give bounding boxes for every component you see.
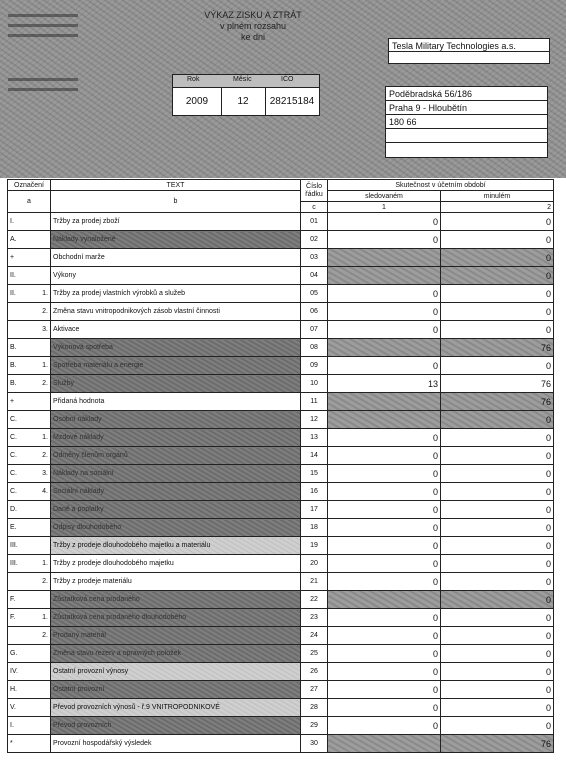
row-code <box>8 717 51 735</box>
value-current <box>328 735 441 753</box>
row-number: 27 <box>301 681 328 699</box>
value-previous: 0 <box>441 699 554 717</box>
row-code <box>8 267 51 285</box>
address-line: 180 66 <box>386 115 547 129</box>
row-code-sub: 1. <box>42 614 48 621</box>
value-current: 0 <box>328 555 441 573</box>
value-current: 0 <box>328 717 441 735</box>
row-text: Tržby za prodej zboží <box>51 213 301 231</box>
value-current <box>328 591 441 609</box>
table-row <box>8 735 554 753</box>
col-header-a: a <box>8 191 51 213</box>
title-line: v plném rozsahu <box>219 21 287 31</box>
value-previous: 0 <box>441 681 554 699</box>
value-previous: 0 <box>441 213 554 231</box>
address-line <box>386 129 547 143</box>
row-text: Tržby z prodeje dlouhodobého majetku a materiálu <box>51 537 301 555</box>
year-value: 2009 <box>173 88 222 115</box>
value-previous: 0 <box>441 627 554 645</box>
row-code <box>8 573 51 591</box>
table-row <box>8 285 554 303</box>
table-row <box>8 699 554 717</box>
report-title <box>178 10 328 43</box>
col-header-1: 1 <box>328 202 441 213</box>
row-code <box>8 393 51 411</box>
table-row <box>8 609 554 627</box>
row-code <box>8 357 51 375</box>
value-current: 0 <box>328 573 441 591</box>
row-code <box>8 699 51 717</box>
row-number: 14 <box>301 447 328 465</box>
row-code-main: B. <box>10 362 17 369</box>
id-label: Měsíc <box>233 76 252 83</box>
ico-value: 28215184 <box>269 96 315 107</box>
value-current: 0 <box>328 483 441 501</box>
value-current: 0 <box>328 609 441 627</box>
row-code <box>8 249 51 267</box>
row-number: 09 <box>301 357 328 375</box>
row-number: 28 <box>301 699 328 717</box>
value-previous: 0 <box>441 357 554 375</box>
row-code <box>8 429 51 447</box>
row-code <box>8 537 51 555</box>
row-text: Tržby z prodeje materiálu <box>51 573 301 591</box>
row-code-main: I. <box>10 218 14 225</box>
row-number: 24 <box>301 627 328 645</box>
value-previous: 0 <box>441 573 554 591</box>
row-code-sub: 1. <box>42 362 48 369</box>
row-number: 29 <box>301 717 328 735</box>
row-text: Výkonová spotřeba <box>51 339 301 357</box>
id-label: Rok <box>187 76 200 83</box>
col-header-c: c <box>301 202 328 213</box>
value-previous: 0 <box>441 645 554 663</box>
faded-text <box>8 78 78 81</box>
row-code <box>8 213 51 231</box>
value-previous: 76 <box>441 393 554 411</box>
table-row <box>8 537 554 555</box>
row-code-main: C. <box>10 434 17 441</box>
faded-text <box>8 24 78 27</box>
row-code-sub: 1. <box>42 434 48 441</box>
row-code-main: C. <box>10 416 17 423</box>
value-previous: 0 <box>441 321 554 339</box>
table-row <box>8 501 554 519</box>
row-code <box>8 339 51 357</box>
row-number: 19 <box>301 537 328 555</box>
row-code-main: H. <box>10 686 17 693</box>
value-current <box>328 339 441 357</box>
value-current: 0 <box>328 231 441 249</box>
row-code-sub: 1. <box>42 290 48 297</box>
row-code <box>8 609 51 627</box>
value-current: 0 <box>328 213 441 231</box>
value-current: 0 <box>328 663 441 681</box>
row-code-main: C. <box>10 488 17 495</box>
col-header-cislo: Číslo řádku <box>301 180 328 202</box>
row-text: Náklady na sociální <box>51 465 301 483</box>
row-number: 18 <box>301 519 328 537</box>
value-previous: 0 <box>441 285 554 303</box>
value-previous: 0 <box>441 717 554 735</box>
value-previous: 0 <box>441 555 554 573</box>
row-code-sub: 2. <box>42 452 48 459</box>
row-code-main: II. <box>10 272 16 279</box>
row-number: 10 <box>301 375 328 393</box>
value-previous: 76 <box>441 735 554 753</box>
report-header <box>0 0 566 178</box>
divider <box>389 51 549 52</box>
table-row <box>8 519 554 537</box>
row-code-sub: 2. <box>42 380 48 387</box>
value-previous: 0 <box>441 609 554 627</box>
row-code-main: III. <box>10 560 18 567</box>
value-current: 0 <box>328 645 441 663</box>
row-text: Odpisy dlouhodobého <box>51 519 301 537</box>
row-code-main: B. <box>10 380 17 387</box>
address-box <box>385 86 548 158</box>
value-previous: 76 <box>441 339 554 357</box>
table-row <box>8 339 554 357</box>
value-current <box>328 393 441 411</box>
row-text: Převod provozních <box>51 717 301 735</box>
value-previous: 76 <box>441 375 554 393</box>
row-code <box>8 501 51 519</box>
value-current: 0 <box>328 303 441 321</box>
row-text: Náklady vynaložené <box>51 231 301 249</box>
value-current: 0 <box>328 537 441 555</box>
row-number: 12 <box>301 411 328 429</box>
value-current: 0 <box>328 501 441 519</box>
row-number: 25 <box>301 645 328 663</box>
table-row <box>8 717 554 735</box>
col-header-2: 2 <box>441 202 554 213</box>
table-row <box>8 213 554 231</box>
table-row <box>8 231 554 249</box>
table-row <box>8 555 554 573</box>
value-current: 0 <box>328 357 441 375</box>
row-text: Provozní hospodářský výsledek <box>51 735 301 753</box>
row-text: Daně a poplatky <box>51 501 301 519</box>
row-number: 30 <box>301 735 328 753</box>
row-number: 26 <box>301 663 328 681</box>
value-current: 0 <box>328 519 441 537</box>
row-code-main: II. <box>10 290 16 297</box>
row-number: 01 <box>301 213 328 231</box>
col-header-b: b <box>51 191 301 213</box>
row-number: 06 <box>301 303 328 321</box>
row-code <box>8 627 51 645</box>
row-number: 07 <box>301 321 328 339</box>
row-code <box>8 231 51 249</box>
id-label: IČO <box>281 76 294 83</box>
address-line: Poděbradská 56/186 <box>386 87 547 101</box>
row-code-main: * <box>10 740 13 747</box>
address-line: Praha 9 - Hloubětín <box>386 101 547 115</box>
row-code-sub: 2. <box>42 308 48 315</box>
row-code <box>8 555 51 573</box>
row-code-main: I. <box>10 722 14 729</box>
table-row <box>8 447 554 465</box>
value-previous: 0 <box>441 303 554 321</box>
row-text: Spotřeba materiálu a energie <box>51 357 301 375</box>
row-code-main: A. <box>10 236 17 243</box>
row-number: 08 <box>301 339 328 357</box>
row-number: 17 <box>301 501 328 519</box>
table-row <box>8 645 554 663</box>
row-text: Přidaná hodnota <box>51 393 301 411</box>
row-code <box>8 447 51 465</box>
income-statement-table <box>7 179 554 753</box>
row-code-main: D. <box>10 506 17 513</box>
row-number: 02 <box>301 231 328 249</box>
row-text: Prodaný materiál <box>51 627 301 645</box>
row-code-main: E. <box>10 524 17 531</box>
table-row <box>8 681 554 699</box>
value-current: 0 <box>328 429 441 447</box>
value-current: 0 <box>328 321 441 339</box>
row-code-main: C. <box>10 452 17 459</box>
row-number: 05 <box>301 285 328 303</box>
value-current: 13 <box>328 375 441 393</box>
row-code-main: C. <box>10 470 17 477</box>
col-header-skutecnost: Skutečnost v účetním období <box>328 180 554 191</box>
row-text: Aktivace <box>51 321 301 339</box>
row-code <box>8 663 51 681</box>
row-number: 21 <box>301 573 328 591</box>
row-text: Služby <box>51 375 301 393</box>
row-code-sub: 3. <box>42 470 48 477</box>
value-previous: 0 <box>441 429 554 447</box>
row-text: Ostatní provozní <box>51 681 301 699</box>
table-row <box>8 321 554 339</box>
value-current: 0 <box>328 627 441 645</box>
value-previous: 0 <box>441 249 554 267</box>
table-row <box>8 393 554 411</box>
row-code-main: V. <box>10 704 16 711</box>
row-code <box>8 303 51 321</box>
value-previous: 0 <box>441 519 554 537</box>
id-header <box>173 75 319 88</box>
row-code-sub: 3. <box>42 326 48 333</box>
row-code <box>8 735 51 753</box>
table-row <box>8 303 554 321</box>
title-line: ke dni <box>240 32 266 42</box>
row-number: 22 <box>301 591 328 609</box>
faded-text <box>8 34 78 37</box>
company-name: Tesla Military Technologies a.s. <box>392 41 516 51</box>
row-code-main: F. <box>10 614 16 621</box>
row-number: 03 <box>301 249 328 267</box>
row-text: Výkony <box>51 267 301 285</box>
value-previous: 0 <box>441 447 554 465</box>
row-code <box>8 375 51 393</box>
row-code-sub: 4. <box>42 488 48 495</box>
row-text: Odměny členům orgánů <box>51 447 301 465</box>
table-row <box>8 357 554 375</box>
row-code <box>8 285 51 303</box>
table-row <box>8 411 554 429</box>
value-current <box>328 411 441 429</box>
row-code-sub: 1. <box>42 560 48 567</box>
row-text: Ostatní provozní výnosy <box>51 663 301 681</box>
value-previous: 0 <box>441 483 554 501</box>
col-header-minulem: minulém <box>441 191 554 202</box>
value-current <box>328 249 441 267</box>
row-number: 11 <box>301 393 328 411</box>
faded-text <box>8 88 78 91</box>
row-text: Zůstatková cena prodaného <box>51 591 301 609</box>
row-text: Obchodní marže <box>51 249 301 267</box>
title-line: VÝKAZ ZISKU A ZTRÁT <box>204 10 302 20</box>
row-code-main: III. <box>10 542 18 549</box>
id-box <box>172 74 320 116</box>
row-text: Změna stavu rezerv a opravných položek <box>51 645 301 663</box>
row-code <box>8 483 51 501</box>
row-code-sub: 2. <box>42 632 48 639</box>
value-previous: 0 <box>441 501 554 519</box>
row-code <box>8 645 51 663</box>
row-code <box>8 519 51 537</box>
col-header-text: TEXT <box>51 180 301 191</box>
row-code-main: + <box>10 398 15 405</box>
table-row <box>8 249 554 267</box>
table-row <box>8 573 554 591</box>
row-number: 04 <box>301 267 328 285</box>
table-row <box>8 429 554 447</box>
value-current: 0 <box>328 447 441 465</box>
row-text: Zůstatková cena prodaného dlouhodobého <box>51 609 301 627</box>
value-previous: 0 <box>441 411 554 429</box>
row-code <box>8 321 51 339</box>
value-previous: 0 <box>441 267 554 285</box>
row-code <box>8 465 51 483</box>
row-text: Tržby z prodeje dlouhodobého majetku <box>51 555 301 573</box>
table-row <box>8 267 554 285</box>
row-code <box>8 591 51 609</box>
row-code <box>8 681 51 699</box>
table-row <box>8 375 554 393</box>
month-value: 12 <box>221 88 266 115</box>
value-current: 0 <box>328 285 441 303</box>
row-text: Sociální náklady <box>51 483 301 501</box>
row-code <box>8 411 51 429</box>
row-code-sub: 2. <box>42 578 48 585</box>
col-header-oznaceni: Označení <box>8 180 51 191</box>
row-text: Tržby za prodej vlastních výrobků a služeb <box>51 285 301 303</box>
row-number: 13 <box>301 429 328 447</box>
table-row <box>8 663 554 681</box>
table-row <box>8 627 554 645</box>
faded-text <box>8 14 78 17</box>
row-code-main: + <box>10 254 15 261</box>
row-number: 23 <box>301 609 328 627</box>
value-previous: 0 <box>441 231 554 249</box>
company-box <box>388 38 550 64</box>
row-text: Osobní náklady <box>51 411 301 429</box>
value-current: 0 <box>328 465 441 483</box>
table-row <box>8 483 554 501</box>
row-number: 15 <box>301 465 328 483</box>
row-text: Změna stavu vnitropodnikových zásob vlastní činnosti <box>51 303 301 321</box>
row-text: Převod provozních výnosů - ř.9 VNITROPODNIKOVÉ <box>51 699 301 717</box>
row-code-main: G. <box>10 650 18 657</box>
table-row <box>8 465 554 483</box>
value-current: 0 <box>328 681 441 699</box>
row-code-main: F. <box>10 596 16 603</box>
value-current: 0 <box>328 699 441 717</box>
col-header-sledovanem: sledovaném <box>328 191 441 202</box>
value-previous: 0 <box>441 591 554 609</box>
row-text: Mzdové náklady <box>51 429 301 447</box>
value-previous: 0 <box>441 537 554 555</box>
row-number: 16 <box>301 483 328 501</box>
row-number: 20 <box>301 555 328 573</box>
value-current <box>328 267 441 285</box>
row-code-main: B. <box>10 344 17 351</box>
row-code-main: IV. <box>10 668 18 675</box>
value-previous: 0 <box>441 663 554 681</box>
table-body <box>8 213 554 753</box>
table-row <box>8 591 554 609</box>
value-previous: 0 <box>441 465 554 483</box>
